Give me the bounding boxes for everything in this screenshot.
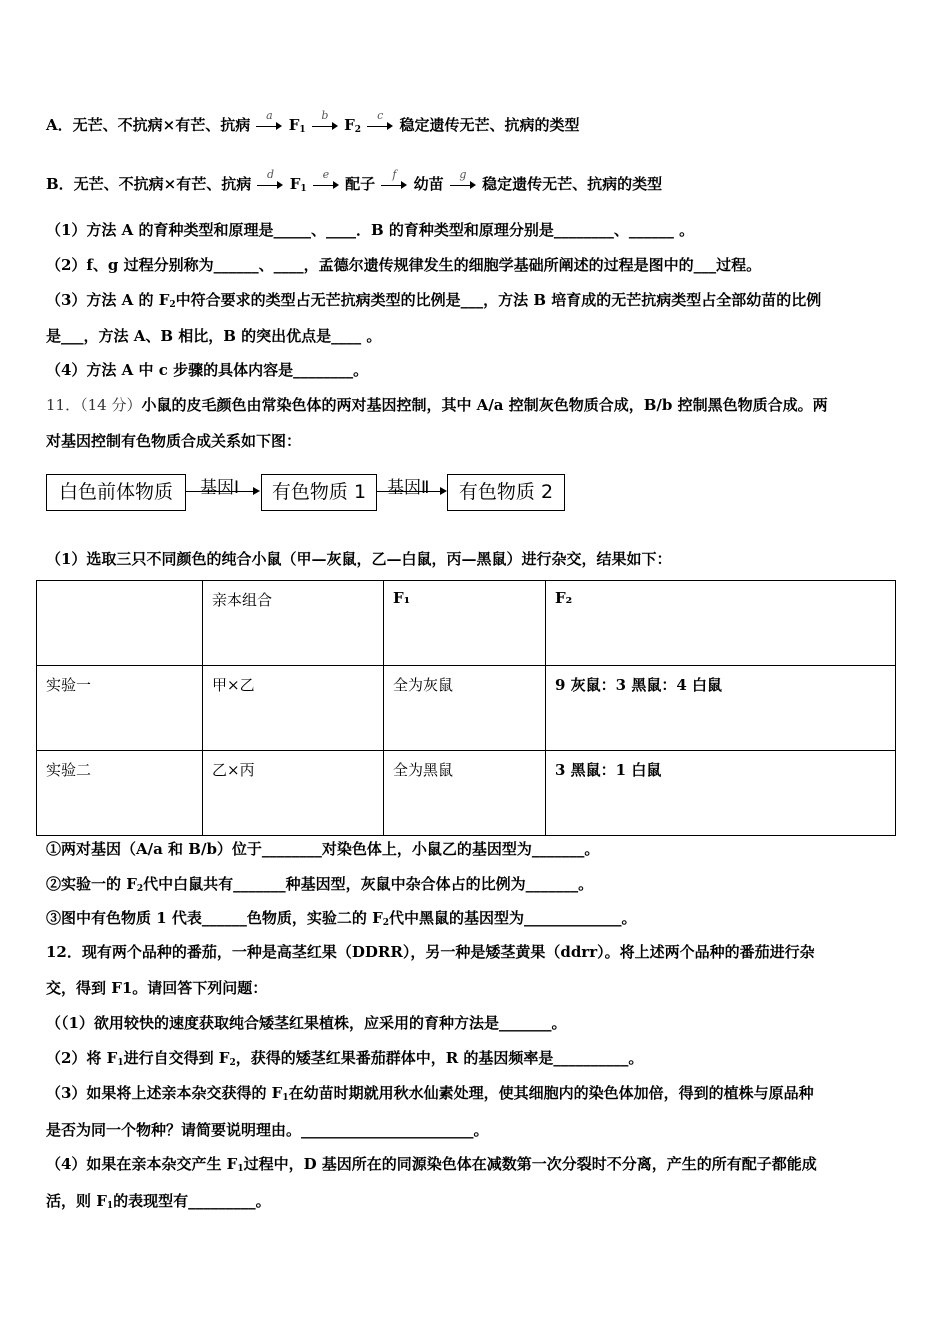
table-cell: 甲×乙	[203, 666, 384, 751]
q12-part4: （4）如果在亲本杂交产生 $F_1$过程中，D 基因所在的同源染色体在减数第一次分裂时不分离，产生的所有配子都能成	[46, 1155, 817, 1174]
arrow-g-icon: g	[450, 175, 476, 195]
colored-substance1-box: 有色物质 1	[261, 474, 377, 511]
table-cell: 实验二	[37, 751, 203, 836]
table-cell: 全为灰鼠	[384, 666, 546, 751]
arrow-a-icon: a	[256, 116, 282, 136]
table-cell: F₂	[546, 581, 896, 666]
q11-c3: ③图中有色物质 1 代表______色物质，实验二的 $F_2$代中黑鼠的基因型为_____________。	[46, 909, 637, 928]
table-cell: 9 灰鼠：3 黑鼠：4 白鼠	[546, 666, 896, 751]
gene1-label: 基因Ⅰ	[200, 478, 240, 498]
f1-label: $F_1$	[288, 116, 306, 135]
q12-stem-cont: 交，得到 F1。请回答下列问题：	[46, 979, 268, 997]
gene2-label: 基因Ⅱ	[387, 478, 430, 498]
arrow-c-icon: c	[367, 116, 393, 136]
q12-part4-cont: 活，则 $F_1$的表现型有_________。	[46, 1192, 271, 1211]
q11-sub1: （1）选取三只不同颜色的纯合小鼠（甲—灰鼠，乙—白鼠，丙—黑鼠）进行杂交，结果如下：	[46, 550, 672, 568]
q11-stem: 11．（14 分）小鼠的皮毛颜色由常染色体的两对基因控制，其中 A/a 控制灰色物质合成，B/b 控制黑色物质合成。两	[46, 396, 828, 414]
q12-part1: （（1）欲用较快的速度获取纯合矮茎红果植株，应采用的育种方法是_______。	[46, 1014, 567, 1032]
f2-label: $F_2$	[344, 116, 361, 135]
seedling-label: 幼苗	[413, 175, 444, 193]
gamete-label: 配子	[345, 175, 376, 193]
table-cell: 乙×丙	[203, 751, 384, 836]
method-a-prefix: A．无芒、不抗病×有芒、抗病	[46, 116, 251, 134]
q10-part3: （3）方法 A 的 $F_2$中符合要求的类型占无芒抗病类型的比例是___，方法 B 培育成的无芒抗病类型占全部幼苗的比例	[46, 291, 822, 310]
table-cell: 3 黑鼠：1 白鼠	[546, 751, 896, 836]
table-cell: F₁	[384, 581, 546, 666]
q11-stem-cont: 对基因控制有色物质合成关系如下图：	[46, 432, 302, 450]
table-cell: 全为黑鼠	[384, 751, 546, 836]
colored-substance2-box: 有色物质 2	[447, 474, 565, 511]
arrow-d-icon: d	[257, 175, 283, 195]
q10-part4: （4）方法 A 中 c 步骤的具体内容是________。	[46, 361, 369, 379]
q10-part2: （2）f、g 过程分别称为______、____，孟德尔遗传规律发生的细胞学基础所阐述的过程是图中的___过程。	[46, 256, 762, 274]
q11-c1: ①两对基因（A/a 和 B/b）位于________对染色体上，小鼠乙的基因型为_______。	[46, 840, 600, 858]
method-b-line	[46, 168, 663, 199]
arrow-b-icon: b	[312, 116, 338, 136]
table-cell	[37, 581, 203, 666]
method-b-prefix: B．无芒、不抗病×有芒、抗病	[46, 175, 252, 193]
q12-part3: （3）如果将上述亲本杂交获得的 $F_1$在幼苗时期就用秋水仙素处理，使其细胞内的染色体加倍，得到的植株与原品种	[46, 1084, 814, 1103]
white-precursor-box: 白色前体物质	[46, 474, 186, 511]
method-a-suffix: 稳定遗传无芒、抗病的类型	[399, 116, 580, 134]
cross-results-table	[36, 580, 896, 836]
table-cell: 实验一	[37, 666, 203, 751]
q12-stem: 12．现有两个品种的番茄，一种是高茎红果（DDRR），另一种是矮茎黄果（ddrr）。将上述两个品种的番茄进行杂	[46, 943, 815, 961]
f1-label: $F_1$	[289, 175, 307, 194]
table-row	[37, 666, 896, 751]
q10-part1: （1）方法 A 的育种类型和原理是_____、____．B 的育种类型和原理分别是________、______ 。	[46, 221, 695, 239]
q11-c2: ②实验一的 $F_2$代中白鼠共有_______种基因型，灰鼠中杂合体占的比例为_______。	[46, 875, 594, 894]
method-a-line	[46, 109, 580, 140]
method-b-suffix: 稳定遗传无芒、抗病的类型	[482, 175, 663, 193]
q12-part2: （2）将 $F_1$进行自交得到 $F_2$，获得的矮茎红果番茄群体中，R 的基因频率是__________。	[46, 1049, 644, 1068]
q10-part3-cont: 是___，方法 A、B 相比，B 的突出优点是____ 。	[46, 327, 382, 345]
q12-part3-cont: 是否为同一个物种？请简要说明理由。_______________________。	[46, 1121, 489, 1139]
arrow-e-icon: e	[313, 175, 339, 195]
table-row	[37, 751, 896, 836]
q11-number: 11．（14 分）	[46, 396, 142, 414]
arrow-f-icon: f	[381, 175, 407, 195]
table-cell: 亲本组合	[203, 581, 384, 666]
table-header-row	[37, 581, 896, 666]
